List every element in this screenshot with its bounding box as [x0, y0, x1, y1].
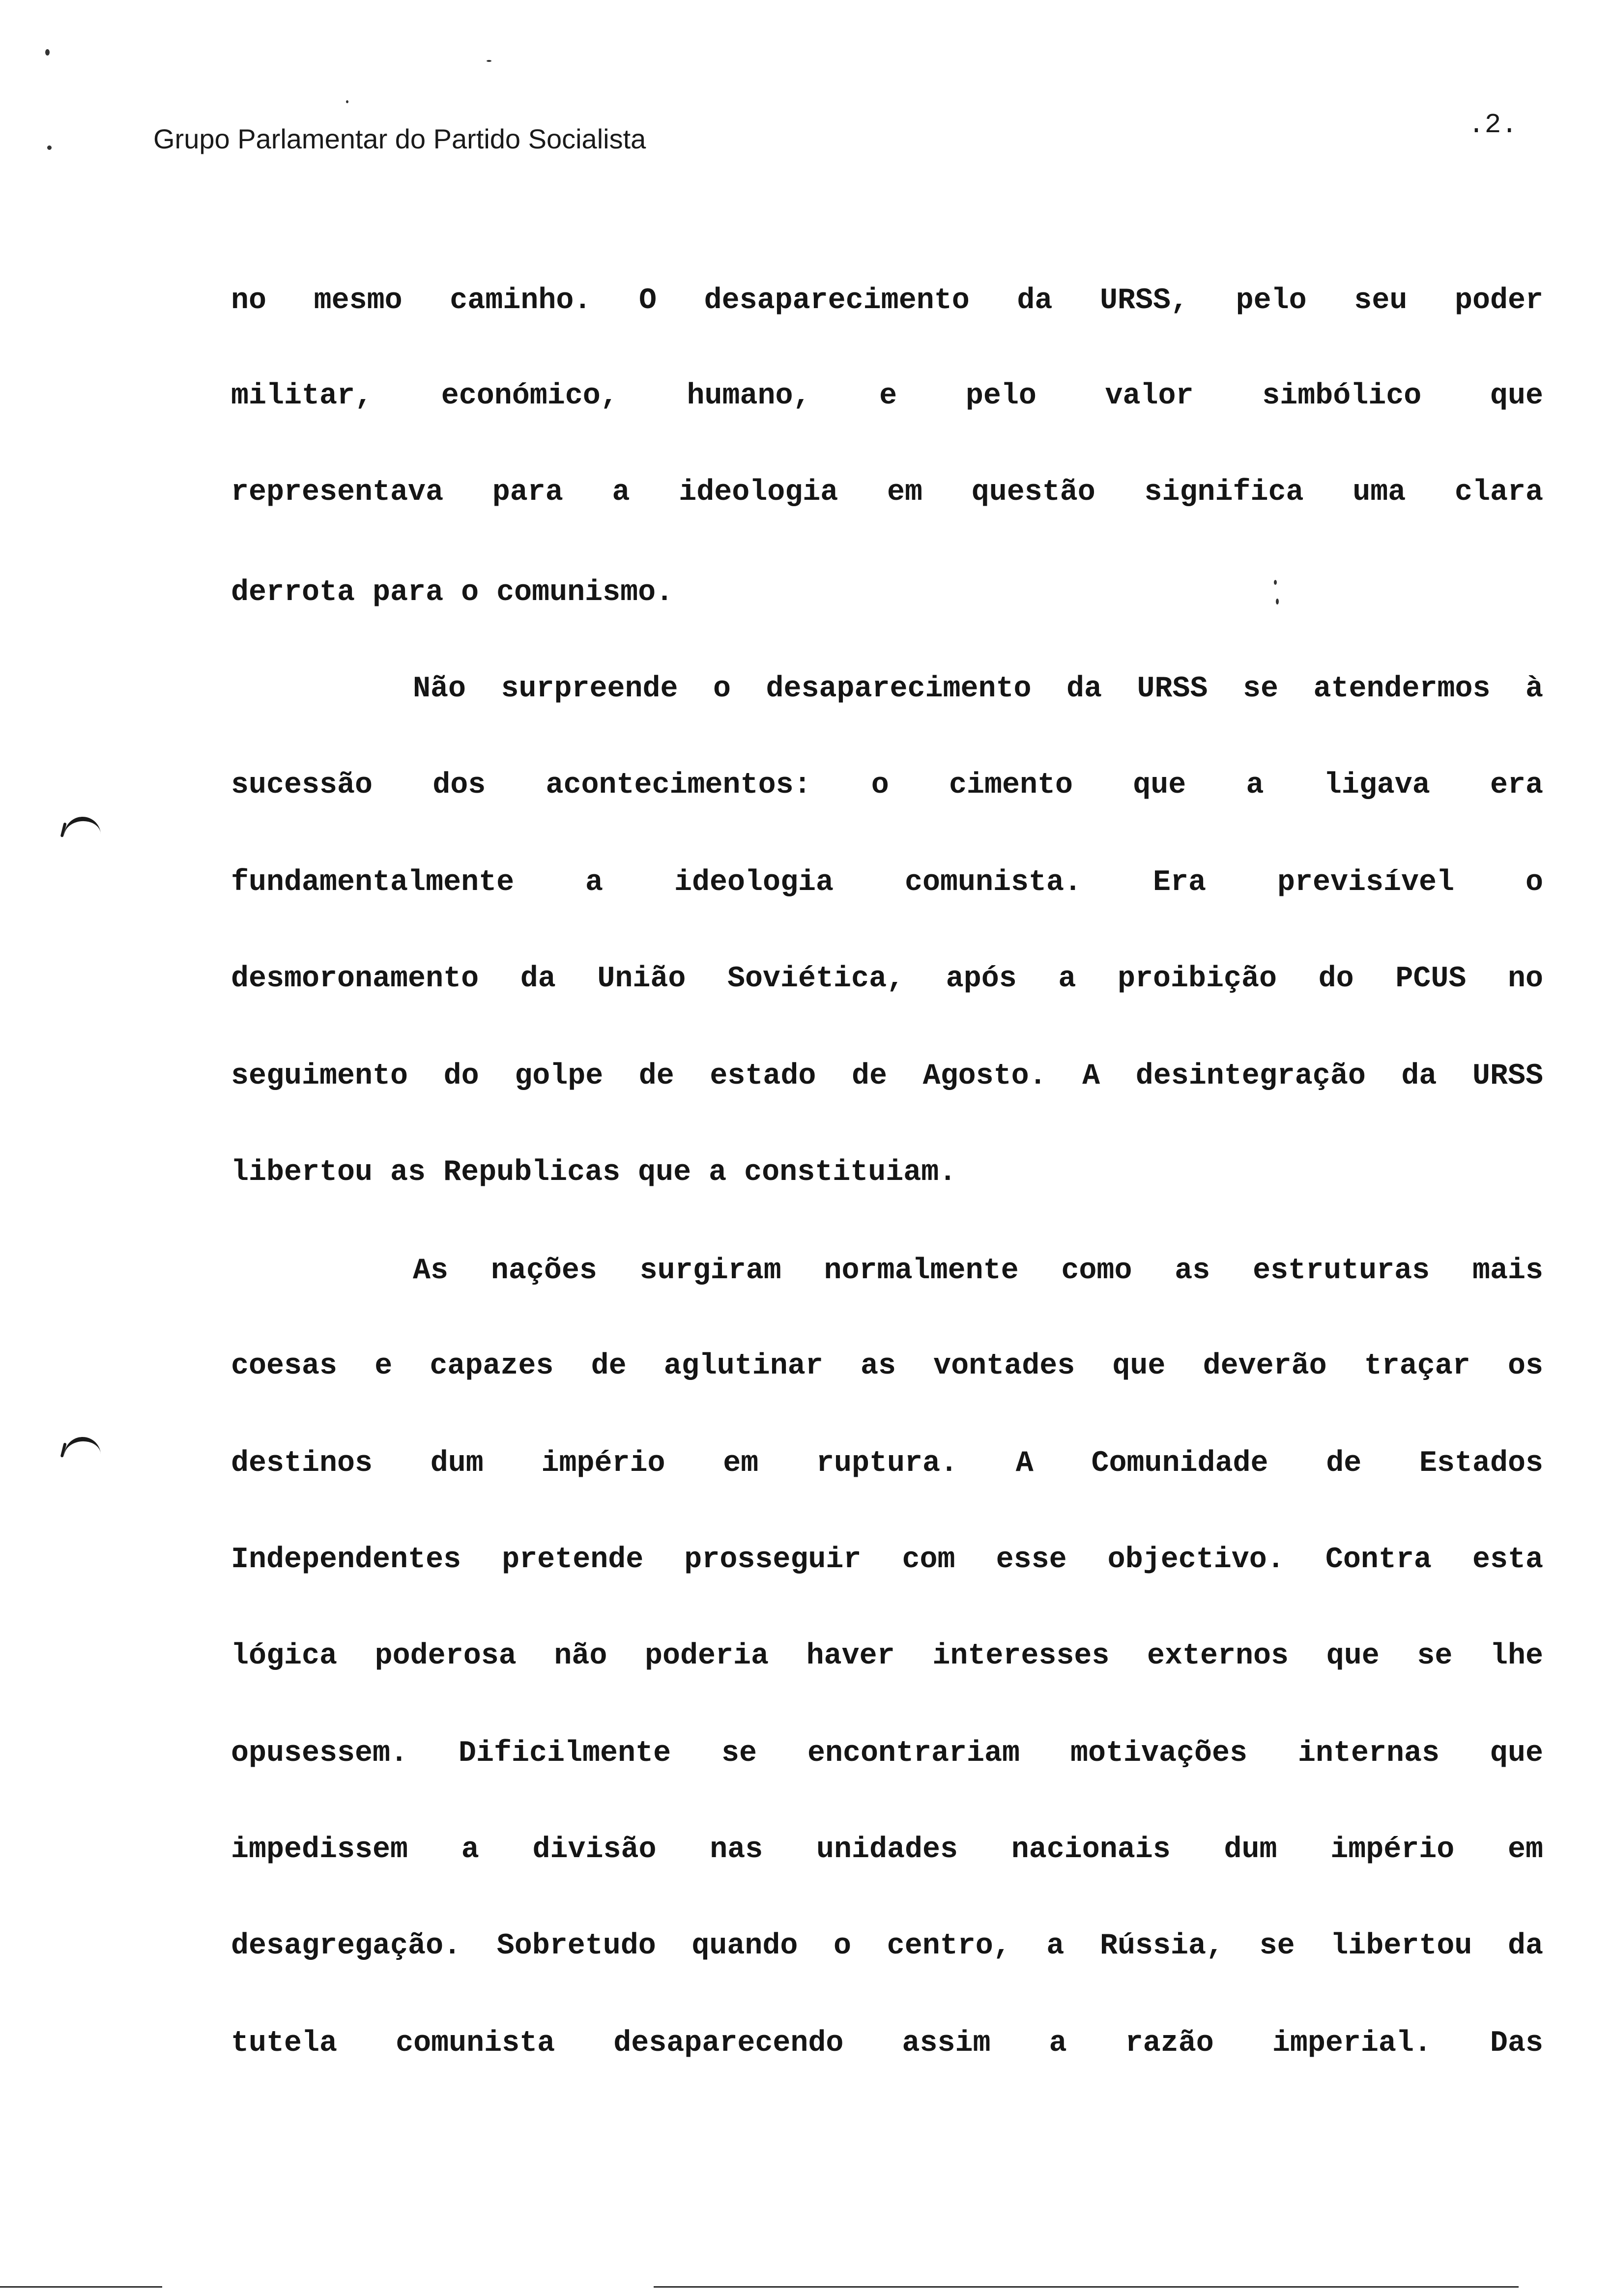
text-line: Não surpreende o desaparecimento da URSS se atendermos à: [413, 672, 1543, 706]
text-line: libertou as Republicas que a constituiam.: [231, 1156, 957, 1189]
text-line: desagregação. Sobretudo quando o centro, a Rússia, se libertou da: [231, 1929, 1543, 1963]
text-line: sucessão dos acontecimentos: o cimento que a ligava era: [231, 769, 1543, 802]
text-line: representava para a ideologia em questão significa uma clara: [231, 476, 1543, 509]
scan-edge-line: [0, 2286, 162, 2288]
header-organization: Grupo Parlamentar do Partido Socialista: [153, 123, 646, 154]
text-line: destinos dum império em ruptura. A Comunidade de Estados: [231, 1447, 1543, 1480]
text-line: fundamentalmente a ideologia comunista. Era previsível o: [231, 866, 1543, 899]
scan-edge-line: [654, 2286, 1519, 2288]
text-line: tutela comunista desaparecendo assim a razão imperial. Das: [231, 2027, 1543, 2060]
text-line: militar, económico, humano, e pelo valor simbólico que: [231, 379, 1543, 413]
text-line: coesas e capazes de aglutinar as vontades que deverão traçar os: [231, 1349, 1543, 1383]
text-line: no mesmo caminho. O desaparecimento da URSS, pelo seu poder: [231, 284, 1543, 317]
text-line: desmoronamento da União Soviética, após a proibição do PCUS no: [231, 962, 1543, 996]
text-line: seguimento do golpe de estado de Agosto. A desintegração da URSS: [231, 1060, 1543, 1093]
text-line: As nações surgiram normalmente como as estruturas mais: [413, 1254, 1543, 1288]
text-line: opusessem. Dificilmente se encontrariam motivações internas que: [231, 1737, 1543, 1770]
text-line: Independentes pretende prosseguir com esse objectivo. Contra esta: [231, 1543, 1543, 1577]
text-line: derrota para o comunismo.: [231, 576, 674, 609]
page-number: .2.: [1468, 109, 1518, 141]
text-line: impedissem a divisão nas unidades nacionais dum império em: [231, 1833, 1543, 1866]
text-line: lógica poderosa não poderia haver interesses externos que se lhe: [231, 1639, 1543, 1673]
